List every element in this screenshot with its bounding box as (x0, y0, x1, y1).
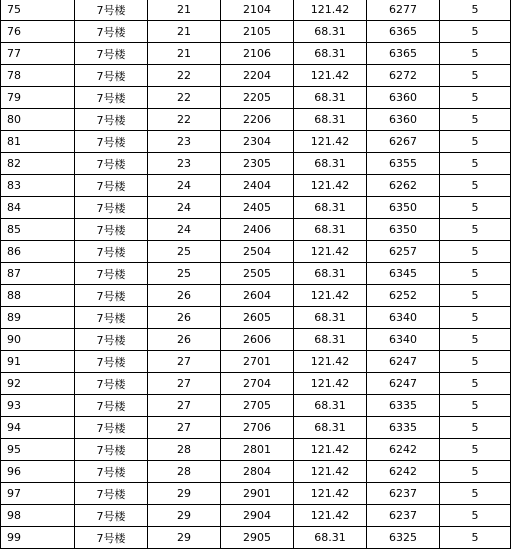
building-cell: 7号楼 (75, 219, 148, 241)
price-cell: 6242 (367, 439, 440, 461)
unit-cell: 2304 (221, 131, 294, 153)
floor-cell: 26 (148, 307, 221, 329)
value-cell: 5 (440, 219, 511, 241)
row-number-cell: 96 (1, 461, 75, 483)
table-row (1, 87, 511, 109)
floor-cell: 21 (148, 43, 221, 65)
building-cell: 7号楼 (75, 461, 148, 483)
row-number-cell: 97 (1, 483, 75, 505)
area-cell: 68.31 (294, 197, 367, 219)
area-cell: 68.31 (294, 153, 367, 175)
unit-cell: 2801 (221, 439, 294, 461)
value-cell: 5 (440, 87, 511, 109)
building-cell: 7号楼 (75, 527, 148, 549)
price-cell: 6252 (367, 285, 440, 307)
price-cell: 6365 (367, 43, 440, 65)
unit-cell: 2204 (221, 65, 294, 87)
table-row (1, 373, 511, 395)
building-cell: 7号楼 (75, 43, 148, 65)
area-cell: 68.31 (294, 395, 367, 417)
table-row (1, 417, 511, 439)
floor-cell: 26 (148, 329, 221, 351)
table-row (1, 219, 511, 241)
building-cell: 7号楼 (75, 307, 148, 329)
price-cell: 6365 (367, 21, 440, 43)
value-cell: 5 (440, 395, 511, 417)
price-cell: 6242 (367, 461, 440, 483)
unit-cell: 2206 (221, 109, 294, 131)
unit-cell: 2305 (221, 153, 294, 175)
price-cell: 6340 (367, 307, 440, 329)
row-number-cell: 99 (1, 527, 75, 549)
table-row (1, 197, 511, 219)
area-cell: 121.42 (294, 483, 367, 505)
unit-cell: 2104 (221, 0, 294, 21)
floor-cell: 27 (148, 351, 221, 373)
area-cell: 121.42 (294, 0, 367, 21)
area-cell: 68.31 (294, 21, 367, 43)
building-cell: 7号楼 (75, 175, 148, 197)
floor-cell: 25 (148, 263, 221, 285)
area-cell: 68.31 (294, 417, 367, 439)
table-row (1, 153, 511, 175)
floor-cell: 27 (148, 395, 221, 417)
table-row (1, 285, 511, 307)
unit-cell: 2404 (221, 175, 294, 197)
value-cell: 5 (440, 527, 511, 549)
value-cell: 5 (440, 461, 511, 483)
price-cell: 6335 (367, 395, 440, 417)
table-row (1, 527, 511, 549)
building-cell: 7号楼 (75, 153, 148, 175)
row-number-cell: 83 (1, 175, 75, 197)
building-cell: 7号楼 (75, 329, 148, 351)
building-cell: 7号楼 (75, 373, 148, 395)
value-cell: 5 (440, 505, 511, 527)
unit-cell: 2605 (221, 307, 294, 329)
building-cell: 7号楼 (75, 483, 148, 505)
area-cell: 121.42 (294, 175, 367, 197)
value-cell: 5 (440, 241, 511, 263)
table-row (1, 241, 511, 263)
table-body (1, 0, 511, 549)
unit-cell: 2705 (221, 395, 294, 417)
price-cell: 6360 (367, 87, 440, 109)
floor-cell: 26 (148, 285, 221, 307)
row-number-cell: 91 (1, 351, 75, 373)
unit-cell: 2901 (221, 483, 294, 505)
table-row (1, 395, 511, 417)
price-cell: 6247 (367, 373, 440, 395)
unit-cell: 2405 (221, 197, 294, 219)
building-cell: 7号楼 (75, 109, 148, 131)
table-row (1, 329, 511, 351)
unit-cell: 2105 (221, 21, 294, 43)
table-row (1, 0, 511, 21)
value-cell: 5 (440, 329, 511, 351)
row-number-cell: 87 (1, 263, 75, 285)
table-row (1, 461, 511, 483)
building-cell: 7号楼 (75, 0, 148, 21)
table-row (1, 21, 511, 43)
row-number-cell: 82 (1, 153, 75, 175)
price-cell: 6277 (367, 0, 440, 21)
row-number-cell: 90 (1, 329, 75, 351)
area-cell: 68.31 (294, 43, 367, 65)
table-row (1, 263, 511, 285)
building-cell: 7号楼 (75, 439, 148, 461)
floor-cell: 27 (148, 373, 221, 395)
floor-cell: 21 (148, 0, 221, 21)
price-cell: 6360 (367, 109, 440, 131)
price-cell: 6335 (367, 417, 440, 439)
floor-cell: 29 (148, 505, 221, 527)
value-cell: 5 (440, 153, 511, 175)
building-cell: 7号楼 (75, 21, 148, 43)
building-cell: 7号楼 (75, 417, 148, 439)
building-cell: 7号楼 (75, 505, 148, 527)
table-row (1, 109, 511, 131)
row-number-cell: 84 (1, 197, 75, 219)
price-cell: 6345 (367, 263, 440, 285)
area-cell: 121.42 (294, 505, 367, 527)
area-cell: 68.31 (294, 87, 367, 109)
area-cell: 121.42 (294, 461, 367, 483)
price-cell: 6267 (367, 131, 440, 153)
floor-cell: 27 (148, 417, 221, 439)
area-cell: 121.42 (294, 439, 367, 461)
price-cell: 6237 (367, 505, 440, 527)
floor-cell: 25 (148, 241, 221, 263)
value-cell: 5 (440, 43, 511, 65)
row-number-cell: 77 (1, 43, 75, 65)
row-number-cell: 81 (1, 131, 75, 153)
floor-cell: 23 (148, 131, 221, 153)
value-cell: 5 (440, 175, 511, 197)
area-cell: 68.31 (294, 219, 367, 241)
area-cell: 68.31 (294, 329, 367, 351)
area-cell: 121.42 (294, 131, 367, 153)
table-row (1, 483, 511, 505)
unit-cell: 2904 (221, 505, 294, 527)
unit-cell: 2106 (221, 43, 294, 65)
table-row (1, 439, 511, 461)
value-cell: 5 (440, 373, 511, 395)
row-number-cell: 79 (1, 87, 75, 109)
price-cell: 6237 (367, 483, 440, 505)
building-cell: 7号楼 (75, 87, 148, 109)
area-cell: 68.31 (294, 307, 367, 329)
unit-cell: 2505 (221, 263, 294, 285)
value-cell: 5 (440, 263, 511, 285)
price-cell: 6257 (367, 241, 440, 263)
unit-cell: 2406 (221, 219, 294, 241)
table-row (1, 307, 511, 329)
row-number-cell: 98 (1, 505, 75, 527)
area-cell: 121.42 (294, 65, 367, 87)
price-cell: 6262 (367, 175, 440, 197)
price-cell: 6325 (367, 527, 440, 549)
row-number-cell: 95 (1, 439, 75, 461)
value-cell: 5 (440, 131, 511, 153)
row-number-cell: 85 (1, 219, 75, 241)
area-cell: 121.42 (294, 241, 367, 263)
row-number-cell: 89 (1, 307, 75, 329)
price-cell: 6272 (367, 65, 440, 87)
price-cell: 6247 (367, 351, 440, 373)
area-cell: 121.42 (294, 373, 367, 395)
row-number-cell: 86 (1, 241, 75, 263)
value-cell: 5 (440, 109, 511, 131)
floor-cell: 22 (148, 65, 221, 87)
row-number-cell: 76 (1, 21, 75, 43)
building-cell: 7号楼 (75, 65, 148, 87)
floor-cell: 23 (148, 153, 221, 175)
value-cell: 5 (440, 417, 511, 439)
floor-cell: 21 (148, 21, 221, 43)
building-cell: 7号楼 (75, 131, 148, 153)
table-row (1, 131, 511, 153)
row-number-cell: 88 (1, 285, 75, 307)
building-cell: 7号楼 (75, 351, 148, 373)
area-cell: 68.31 (294, 527, 367, 549)
table-row (1, 43, 511, 65)
building-cell: 7号楼 (75, 285, 148, 307)
value-cell: 5 (440, 307, 511, 329)
area-cell: 121.42 (294, 351, 367, 373)
area-cell: 121.42 (294, 285, 367, 307)
value-cell: 5 (440, 439, 511, 461)
unit-cell: 2604 (221, 285, 294, 307)
price-cell: 6355 (367, 153, 440, 175)
row-number-cell: 78 (1, 65, 75, 87)
unit-cell: 2701 (221, 351, 294, 373)
floor-cell: 28 (148, 461, 221, 483)
value-cell: 5 (440, 0, 511, 21)
floor-cell: 22 (148, 109, 221, 131)
value-cell: 5 (440, 483, 511, 505)
value-cell: 5 (440, 351, 511, 373)
floor-cell: 29 (148, 483, 221, 505)
value-cell: 5 (440, 21, 511, 43)
floor-cell: 29 (148, 527, 221, 549)
row-number-cell: 94 (1, 417, 75, 439)
price-cell: 6350 (367, 219, 440, 241)
value-cell: 5 (440, 197, 511, 219)
floor-cell: 24 (148, 175, 221, 197)
table-row (1, 505, 511, 527)
value-cell: 5 (440, 285, 511, 307)
table-row (1, 351, 511, 373)
unit-cell: 2606 (221, 329, 294, 351)
floor-cell: 22 (148, 87, 221, 109)
row-number-cell: 75 (1, 0, 75, 21)
unit-cell: 2205 (221, 87, 294, 109)
floor-cell: 24 (148, 219, 221, 241)
building-cell: 7号楼 (75, 197, 148, 219)
unit-cell: 2804 (221, 461, 294, 483)
area-cell: 68.31 (294, 263, 367, 285)
row-number-cell: 92 (1, 373, 75, 395)
unit-cell: 2504 (221, 241, 294, 263)
unit-cell: 2704 (221, 373, 294, 395)
area-cell: 68.31 (294, 109, 367, 131)
value-cell: 5 (440, 65, 511, 87)
price-cell: 6340 (367, 329, 440, 351)
price-cell: 6350 (367, 197, 440, 219)
row-number-cell: 93 (1, 395, 75, 417)
unit-cell: 2706 (221, 417, 294, 439)
table-row (1, 65, 511, 87)
building-cell: 7号楼 (75, 395, 148, 417)
floor-cell: 24 (148, 197, 221, 219)
building-cell: 7号楼 (75, 241, 148, 263)
floor-cell: 28 (148, 439, 221, 461)
building-cell: 7号楼 (75, 263, 148, 285)
table-row (1, 175, 511, 197)
row-number-cell: 80 (1, 109, 75, 131)
unit-cell: 2905 (221, 527, 294, 549)
